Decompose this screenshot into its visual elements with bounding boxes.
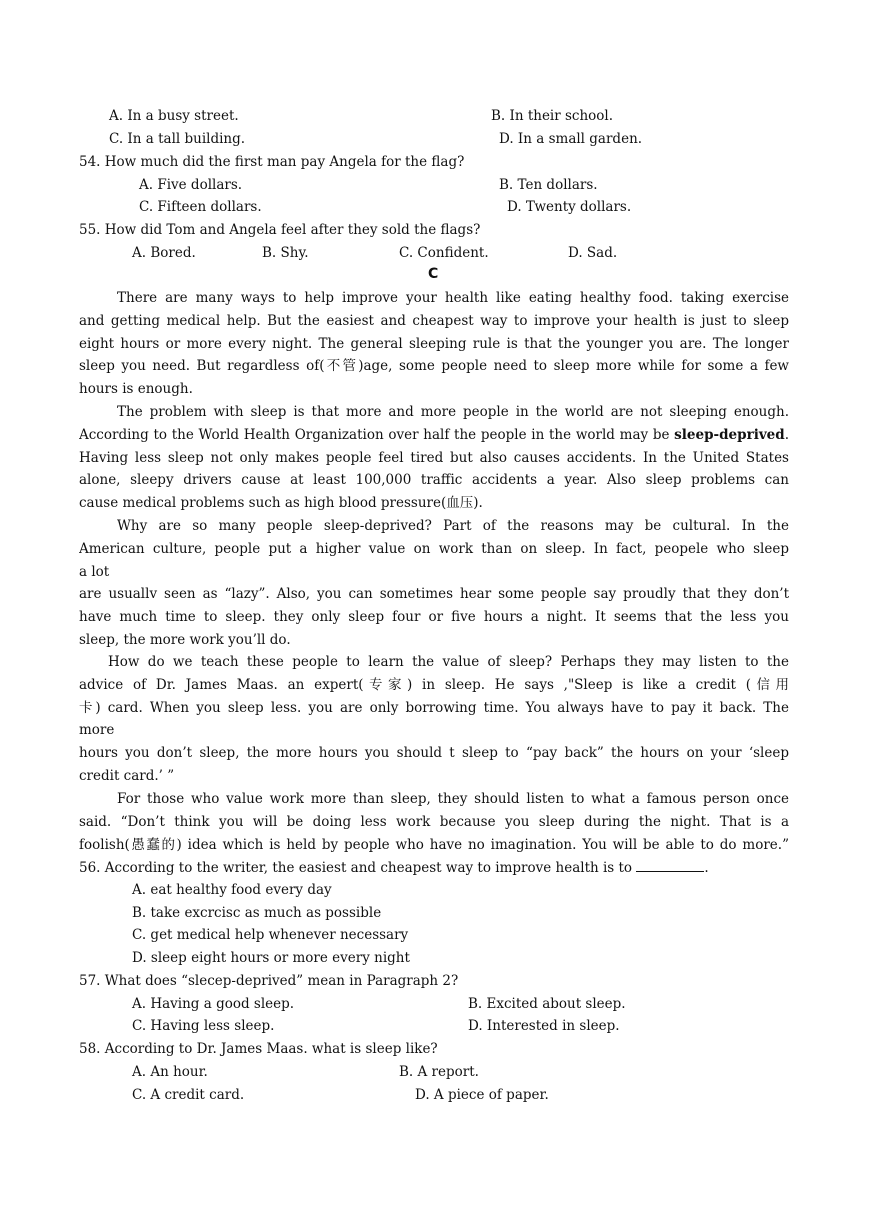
q58-option-b: B. A report. (399, 1064, 479, 1080)
q58-stem: 58. According to Dr. James Maas. what is sleep like? (79, 1041, 438, 1057)
q53-option-c: C. In a tall building. (109, 131, 246, 147)
q56-stem-end: . (704, 860, 709, 876)
paragraph-line: more (79, 722, 115, 739)
q56-option-c: C. get medical help whenever necessary (132, 927, 409, 943)
paragraph-line: have much time to sleep. they only sleep four or five hours a night. It seems that the less you (79, 609, 789, 626)
q54-stem: 54. How much did the first man pay Angela for the flag? (79, 154, 465, 170)
q56-option-b: B. take excrcisc as much as possible (132, 905, 382, 921)
q54-option-a: A. Five dollars. (139, 177, 243, 193)
section-heading: C (428, 266, 439, 282)
paragraph-line: a lot (79, 563, 110, 580)
paragraph-line: foolish(愚蠢的) idea which is held by people who have no imagination. You will be able to do more.” (79, 836, 789, 853)
paragraph-line: sleep you need. But regardless of(不管)age, some people need to sleep more while for some a few (79, 358, 789, 375)
paragraph-line: advice of Dr. James Maas. an expert(专家) in sleep. He says ,"Sleep is like a credit (信用 (79, 676, 789, 693)
q57-option-d: D. Interested in sleep. (468, 1018, 620, 1034)
paragraph-line: hours you don’t sleep, the more hours you should t sleep to “pay back” the hours on your ‘sleep (79, 745, 789, 762)
paragraph-line: sleep, the more work you’ll do. (79, 631, 291, 648)
paragraph-text: According to the World Health Organization over half the people in the world may be (79, 426, 675, 443)
q54-option-c: C. Fifteen dollars. (139, 199, 262, 215)
passage-paragraph-5 (79, 788, 789, 856)
q55-option-c: C. Confident. (399, 245, 489, 261)
paragraph-line: How do we teach these people to learn the value of sleep? Perhaps they may listen to the (108, 654, 789, 670)
q57-option-a: A. Having a good sleep. (132, 996, 295, 1012)
q53-option-b: B. In their school. (491, 108, 614, 124)
passage-paragraph-1 (79, 287, 789, 401)
paragraph-line: There are many ways to help improve your health like eating healthy food. taking exercise (117, 290, 789, 306)
q58-option-d: D. A piece of paper. (415, 1087, 549, 1103)
paragraph-line: eight hours or more every night. The general sleeping rule is that the younger you are. The longer (79, 335, 789, 352)
passage-paragraph-4 (79, 651, 789, 788)
paragraph-line: Why are so many people sleep-deprived? Part of the reasons may be cultural. In the (117, 518, 789, 534)
q55-option-a: A. Bored. (132, 245, 196, 261)
paragraph-line: credit card.’ ” (79, 767, 175, 784)
paragraph-line: Having less sleep not only makes people feel tired but also causes accidents. In the United States (79, 449, 789, 466)
paragraph-line: For those who value work more than sleep, they should listen to what a famous person once (117, 791, 789, 807)
answer-blank (636, 859, 704, 872)
paragraph-line: hours is enough. (79, 381, 193, 398)
q55-stem: 55. How did Tom and Angela feel after they sold the flags? (79, 222, 481, 238)
q56-option-d: D. sleep eight hours or more every night (132, 950, 410, 966)
q58-option-c: C. A credit card. (132, 1087, 245, 1103)
paragraph-line: cause medical problems such as high blood pressure(血压). (79, 495, 483, 512)
paragraph-line: and getting medical help. But the easiest and cheapest way to improve your health is just to sleep (79, 312, 789, 329)
paragraph-line: The problem with sleep is that more and more people in the world are not sleeping enough. (117, 404, 789, 420)
q53-option-a: A. In a busy street. (109, 108, 239, 124)
q53-option-d: D. In a small garden. (499, 131, 643, 147)
q55-option-d: D. Sad. (568, 245, 618, 261)
q57-option-c: C. Having less sleep. (132, 1018, 275, 1034)
paragraph-line: said. “Don’t think you will be doing less work because you sleep during the night. That is a (79, 813, 789, 830)
q57-stem: 57. What does “slecep-deprived” mean in Paragraph 2? (79, 973, 459, 989)
q56-option-a: A. eat healthy food every day (132, 882, 332, 898)
paragraph-line: are usuallv seen as “lazy”. Also, you can sometimes hear some people say proudly that they don’t (79, 586, 789, 603)
paragraph-line: alone, sleepy drivers cause at least 100,000 traffic accidents a year. Also sleep problems can (79, 472, 789, 489)
paragraph-line (79, 424, 789, 447)
q55-option-b: B. Shy. (262, 245, 309, 261)
q58-option-a: A. An hour. (132, 1064, 208, 1080)
passage-paragraph-2 (79, 401, 789, 515)
key-term-sleep-deprived: sleep-deprived (674, 426, 785, 443)
q54-option-b: B. Ten dollars. (499, 177, 598, 193)
q56-stem (79, 859, 709, 876)
passage-paragraph-3 (79, 515, 789, 652)
paragraph-line: American culture, people put a higher value on work than on sleep. In fact, peopele who sleep (79, 540, 789, 557)
paragraph-text: . (784, 426, 789, 443)
q56-stem-text: 56. According to the writer, the easiest and cheapest way to improve health is to (79, 860, 633, 876)
q54-option-d: D. Twenty dollars. (507, 199, 632, 215)
q57-option-b: B. Excited about sleep. (468, 996, 626, 1012)
paragraph-line: 卡) card. When you sleep less. you are only borrowing time. You always have to pay it back. The (79, 699, 789, 716)
